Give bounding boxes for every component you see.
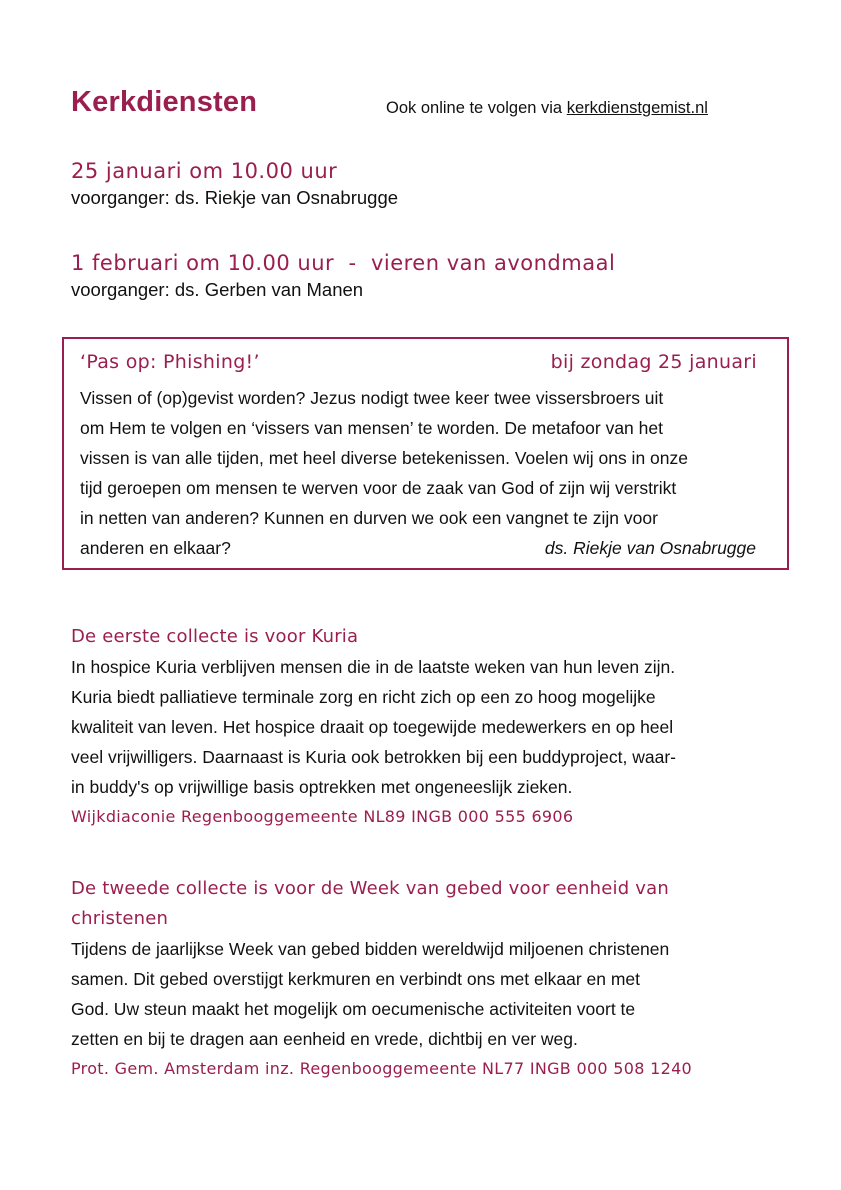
text-line-with-signature bbox=[80, 533, 756, 563]
text-line: in netten van anderen? Kunnen en durven we ook een vangnet te zijn voor bbox=[80, 508, 658, 528]
kerkdienstgemist-link[interactable]: kerkdienstgemist.nl bbox=[566, 99, 708, 117]
service-entry bbox=[71, 157, 398, 211]
service-heading: 25 januari om 10.00 uur bbox=[71, 159, 338, 183]
text-line: in buddy's op vrijwillige basis optrekken met ongeneeslijk zieken. bbox=[71, 777, 573, 797]
text-line: kwaliteit van leven. Het hospice draait op toegewijde medewerkers en op heel bbox=[71, 717, 674, 737]
collecte-account: Prot. Gem. Amsterdam inz. Regenbooggemeente NL77 INGB 000 508 1240 bbox=[71, 1059, 693, 1078]
page-title: Kerkdiensten bbox=[71, 86, 258, 118]
text-line: Vissen of (op)gevist worden? Jezus nodigt twee keer twee vissersbroers uit bbox=[80, 388, 664, 408]
collecte-account: Wijkdiaconie Regenbooggemeente NL89 INGB 000 555 6906 bbox=[71, 807, 574, 826]
collecte-heading: christenen bbox=[71, 908, 169, 929]
text-line: om Hem te volgen en ‘vissers van mensen’ te worden. De metafoor van het bbox=[80, 418, 663, 438]
sermon-text bbox=[80, 383, 780, 563]
sermon-signature: ds. Riekje van Osnabrugge bbox=[544, 538, 756, 558]
online-note bbox=[386, 99, 708, 118]
sermon-title: ‘Pas op: Phishing!’ bbox=[80, 351, 260, 373]
text-line: vissen is van alle tijden, met heel diverse betekenissen. Voelen wij ons in onze bbox=[80, 448, 688, 468]
collecte-description bbox=[71, 652, 771, 802]
collecte-description bbox=[71, 934, 771, 1054]
collecte-heading: De tweede collecte is voor de Week van gebed voor eenheid van bbox=[71, 878, 669, 899]
service-heading: 1 februari om 10.00 uur - vieren van avondmaal bbox=[71, 251, 616, 275]
sermon-date: bij zondag 25 januari bbox=[550, 351, 757, 373]
text-line: samen. Dit gebed overstijgt kerkmuren en verbindt ons met elkaar en met bbox=[71, 969, 641, 989]
collecte-section bbox=[71, 622, 771, 832]
text-line: tijd geroepen om mensen te werven voor de zaak van God of zijn wij verstrikt bbox=[80, 478, 677, 498]
service-leader: voorganger: ds. Gerben van Manen bbox=[71, 279, 364, 300]
text-line: zetten en bij te dragen aan eenheid en vrede, dichtbij en ver weg. bbox=[71, 1029, 578, 1049]
collecte-section bbox=[71, 874, 771, 1084]
service-leader: voorganger: ds. Riekje van Osnabrugge bbox=[71, 187, 399, 208]
text-line: veel vrijwilligers. Daarnaast is Kuria ook betrokken bij een buddyproject, waar- bbox=[71, 747, 677, 767]
text-line: Kuria biedt palliatieve terminale zorg en richt zich op een zo hoog mogelijke bbox=[71, 687, 656, 707]
text-line: In hospice Kuria verblijven mensen die in de laatste weken van hun leven zijn. bbox=[71, 657, 676, 677]
text-line: Tijdens de jaarlijkse Week van gebed bidden wereldwijd miljoenen christenen bbox=[71, 939, 670, 959]
sermon-header bbox=[80, 351, 757, 373]
collecte-heading: De eerste collecte is voor Kuria bbox=[71, 626, 359, 647]
online-note-text: Ook online te volgen via bbox=[386, 99, 567, 117]
text-line: anderen en elkaar? bbox=[80, 538, 231, 558]
text-line: God. Uw steun maakt het mogelijk om oecumenische activiteiten voort te bbox=[71, 999, 636, 1019]
service-entry bbox=[71, 249, 615, 303]
sermon-highlight-box bbox=[62, 337, 789, 570]
